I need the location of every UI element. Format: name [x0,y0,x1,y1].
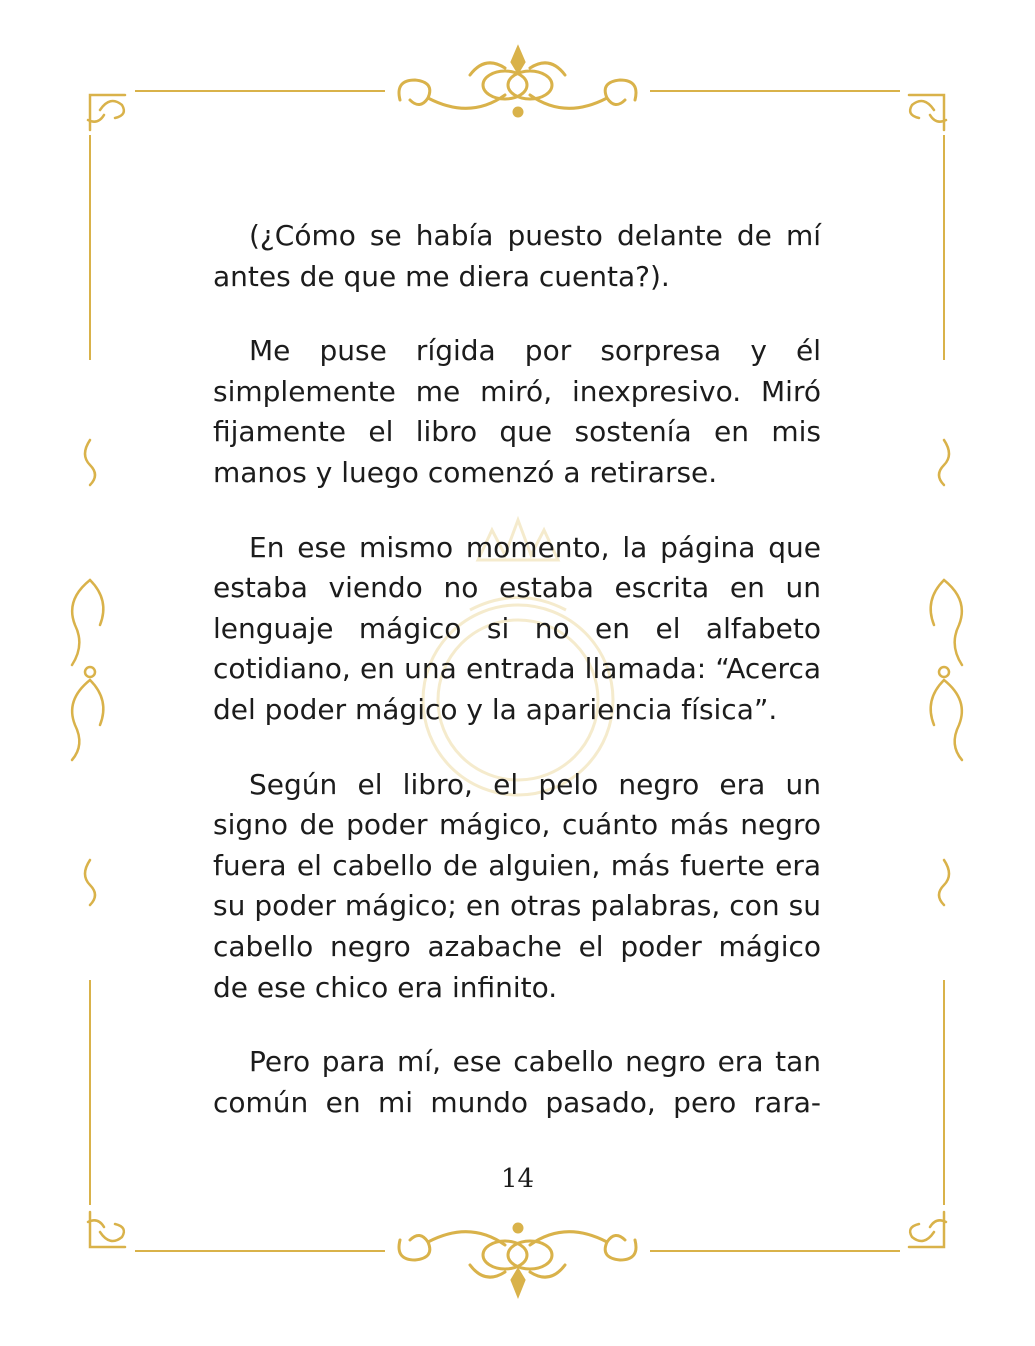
page-number: 14 [500,1164,535,1194]
scroll-ornament-icon [399,1224,636,1295]
paragraph: En ese mismo momento, la página que estaba viendo no estaba escrita en un lenguaje mágico si no en el alfabeto cotidiano, en una entrada llamada: “Acerca del poder mágico y la apariencia física”. [213,530,821,726]
side-flourish-icon [931,440,962,905]
paragraph: Me puse rígida por sorpresa y él simplemente me miró, inexpresivo. Miró fijamente el libro que sostenía en mis manos y luego comenzó a retirarse. [213,334,821,489]
paragraph: Según el libro, el pelo negro era un signo de poder mágico, cuánto más negro fuera el cabello de alguien, más fuerte era su poder mágico; en otras palabras, con su cabello negro azabache el poder mágico de ese chico era infinito. [213,767,821,1004]
scroll-ornament-icon [399,48,636,116]
body-text [213,216,821,1157]
side-flourish-icon [72,440,103,905]
paragraph: Pero para mí, ese cabello negro era tan común en mi mundo pasado, pero rara- [213,1045,821,1119]
paragraph: (¿Cómo se había puesto delante de mí antes de que me diera cuenta?). [213,219,821,293]
